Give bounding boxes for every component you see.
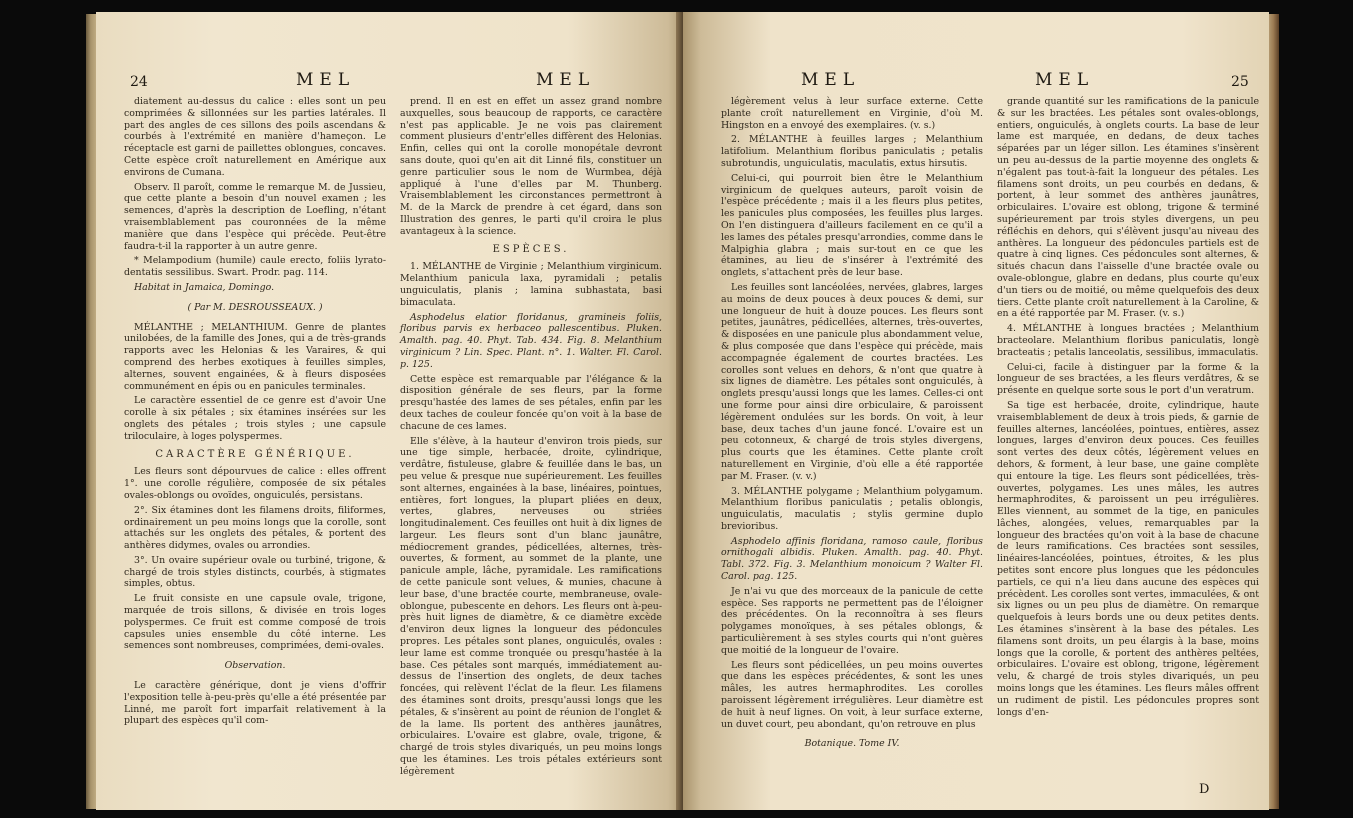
right-column-1 [721, 96, 983, 758]
left-column-1 [124, 96, 386, 730]
left-page [96, 12, 686, 810]
paragraph: Asphodelus elatior floridanus, gramineis foliis, floribus parvis ex herbaceo pallescentibus. Pluken. Amalth. pag. 40. Phyt. Tab. 434. Fig. 8. Melanthium virginicum ? Lin. Spec. Plant. n°. 1. Walter. Fl. Carol. p. 125. [400, 311, 662, 370]
left-column-2 [400, 96, 662, 781]
paragraph: ( Par M. DESROUSSEAUX. ) [187, 301, 323, 313]
paragraph: Je n'ai vu que des morceaux de la panicule de cette espèce. Ses rapports ne permettent pas de l'éloigner des précédentes. On la reconnoîtra à ses fleurs polygames monoïques, à ses pétales oblongs, & particulièrement à ses styles courts qui n'ont guères que moitié de la longueur de l'ovaire. [721, 585, 983, 656]
paragraph: Sa tige est herbacée, droite, cylindrique, haute vraisemblablement de deux à trois pieds, & garnie de feuilles alternes, lancéolées, pointues, entières, assez longues, larges d'environ deux pouces. Ces feuilles sont vertes des deux côtés, légèrement velues en dehors, & forment, à leur base, une gaine complète qui entoure la tige. Les fleurs sont pédicellées, très-ouvertes, polygames. Les unes mâles, les autres hermaphrodites, & paroissent un peu irrégulières. Elles viennent, au sommet de la tige, en panicules lâches, alongées, velues, remarquables par la longueur des bractées qu'on voit à la base de chacune de leurs ramifications. Ces bractées sont sessiles, linéaires-lancéolées, pointues, étroites, & les plus petites sont encore plus longues que les pédoncules partiels, ce qui n'a lieu dans aucune des espèces qui précèdent. Les corolles sont vertes, immaculées, & ont six lignes ou un peu plus de diamètre. On remarque quelquefois à leurs bords une ou deux petites dents. Les étamines s'insèrent à la base des pétales. Les filamens sont droits, un peu élargis à la base, moins longs que la corolle, & portent des anthères peltées, orbiculaires. L'ovaire est oblong, trigone, légèrement velu, & chargé de trois styles divariqués, un peu moins longs que les étamines. Les fleurs mâles offrent un rudiment de pistil. Les pédoncules propres sont longs d'en- [997, 399, 1260, 718]
paragraph: Observation. [224, 660, 286, 672]
paragraph: Habitat in Jamaica, Domingo. [134, 281, 275, 293]
paragraph: Asphodelo affinis floridana, ramoso caule, floribus ornithogali albidis. Pluken. Amalth. pag. 40. Phyt. Tabl. 372. Fig. 3. Melanthium monoicum ? Walter Fl. Carol. pag. 125. [721, 535, 983, 583]
paragraph: Cette espèce est remarquable par l'élégance & la disposition générale de ses fleurs, par la forme presqu'hastée des lames de ses pétales, enfin par les deux taches de couleur foncée qu'on voit à la base de chacune de ces lames. [400, 373, 662, 432]
signature-mark: D [1199, 782, 1210, 797]
paragraph: 3. MÉLANTHE polygame ; Melanthium polygamum. Melanthium floribus paniculatis ; petalis oblongis, unguiculatis, maculatis ; stylis germine duplo brevioribus. [721, 485, 983, 532]
left-running-head: MEL [296, 70, 356, 90]
right-column-2 [997, 96, 1259, 721]
right-folio: 25 [1231, 74, 1249, 90]
paragraph: Observ. Il paroît, comme le remarque M. de Jussieu, que cette plante a besoin d'un nouvel examen ; les semences, d'après la description de Loefling, n'étant vraisemblablement pas couronnées de la même manière que dans l'espèce qui précède. Peut-être faudra-t-il la rapporter à un autre genre. [124, 181, 386, 252]
paragraph: MÉLANTHE ; MELANTHIUM. Genre de plantes unilobées, de la famille des Jones, qui a de très-grands rapports avec les Helonias & les Varaires, & qui comprend des herbes exotiques à feuilles simples, alternes, souvent engainées, & à fleurs disposées communément en épis ou en panicules terminales. [124, 321, 386, 392]
paragraph: Les fleurs sont pédicellées, un peu moins ouvertes que dans les espèces précédentes, & sont les unes mâles, les autres hermaphrodites. Les corolles paroissent légèrement irrégulières. Leur diamètre est de huit à neuf lignes. On voit, à leur surface externe, un duvet court, peu abondant, qu'on retrouve en plus [721, 659, 983, 730]
paragraph: Le fruit consiste en une capsule ovale, trigone, marquée de trois sillons, & divisée en trois loges polyspermes. Ce fruit est comme composé de trois capsules unies ensemble du côté interne. Les semences sont nombreuses, comprimées, demi-ovales. [124, 593, 386, 652]
right-running-head-2: MEL [1035, 70, 1095, 90]
paragraph: Celui-ci, qui pourroit bien être le Melanthium virginicum de quelques auteurs, paroît voisin de l'espèce précédente ; mais il a les fleurs plus petites, les panicules plus composées, les feuilles plus larges. On l'en distinguera d'ailleurs facilement en ce qu'il a les lames des pétales presqu'arrondies, comme dans le Malpighia glabra ; mais sur-tout en ce que les étamines, au lieu de s'insérer à l'extrémité des onglets, s'attachent près de leur base. [721, 172, 983, 279]
paragraph: Elle s'élève, à la hauteur d'environ trois pieds, sur une tige simple, herbacée, droite, cylindrique, verdâtre, fistuleuse, glabre & feuillée dans le bas, un peu velue & presque nue supérieurement. Les feuilles sont alternes, engainées à la base, linéaires, pointues, entières, fort longues, la plupart pliées en deux, vertes, glabres, nerveuses ou striées longitudinalement. Ces feuilles ont huit à dix lignes de largeur. Les fleurs sont d'un blanc jaunâtre, médiocrement grandes, pédicellées, alternes, très-ouvertes, & forment, au sommet de la plante, une panicule ample, lâche, pyramidale. Les ramifications de cette panicule sont velues, & munies, chacune à leur base, d'une bractée courte, membraneuse, ovale-oblongue, pubescente en dehors. Les fleurs ont à-peu-près huit lignes de diamètre, & ce diamètre excède d'environ deux lignes la longueur des pédoncules propres. Les pétales sont planes, onguiculés, ovales : leur lame est comme tronquée ou presqu'hastée à la base. Ces pétales sont marqués, immédiatement au-dessus de l'insertion des onglets, de deux taches foncées, qui relèvent l'éclat de la fleur. Les filamens des étamines sont droits, presqu'aussi longs que les pétales, & s'insèrent au point de réunion de l'onglet & de la lame. Ils portent des anthères jaunâtres, orbiculaires. L'ovaire est glabre, ovale, trigone, & chargé de trois styles divariqués, un peu moins longs que les étamines. Les trois pétales extérieurs sont légèrement [400, 435, 662, 777]
paragraph: Celui-ci, facile à distinguer par la forme & la longueur de ses bractées, a les fleurs verdâtres, & se présente en quelque sorte sous le port d'un veratrum. [997, 361, 1259, 397]
paragraph: Le caractère générique, dont je viens d'offrir l'exposition telle à-peu-près qu'elle a été présentée par Linné, me paroît fort imparfait relativement à la plupart des espèces qu'il com- [124, 680, 386, 727]
right-page [683, 12, 1269, 810]
paragraph: 3°. Un ovaire supérieur ovale ou turbiné, trigone, & chargé de trois styles distincts, courbés, à stigmates simples, obtus. [124, 554, 386, 590]
right-running-head: MEL [801, 70, 861, 90]
paragraph: légèrement velus à leur surface externe. Cette plante croît naturellement en Virginie, d'où M. Hingston en a envoyé des exemplaires. (v. s.) [721, 96, 983, 131]
paragraph: 2°. Six étamines dont les filamens droits, filiformes, ordinairement un peu moins longs que la corolle, sont attachés sur les onglets des pétales, & portent des anthères didymes, ovales ou arrondies. [124, 504, 386, 552]
paragraph: Les feuilles sont lancéolées, nervées, glabres, larges au moins de deux pouces à deux pouces & demi, sur une longueur de huit à douze pouces. Les fleurs sont petites, jaunâtres, pédicellées, alternes, très-ouvertes, & disposées en une panicule plus abondamment velue, & plus composée que dans l'espèce qui précède, mais accompagnée également de courtes bractées. Les corolles sont velues en dehors, & n'ont que quatre à six lignes de diamètre. Les pétales sont onguiculés, à onglets presqu'aussi longs que les lames. Celles-ci ont une forme pour ainsi dire orbiculaire, & paroissent légèrement ondulées sur les bords. On voit, à leur base, deux taches d'un jaune foncé. L'ovaire est un peu cotonneux, & chargé de trois styles divergens, plus courts que les étamines. Cette plante croît naturellement en Virginie, d'où elle a été rapportée par M. Fraser. (v. v.) [721, 281, 983, 482]
paragraph: ESPÈCES. [492, 243, 570, 255]
paragraph: 1. MÉLANTHE de Virginie ; Melanthium virginicum. Melanthium panicula laxa, pyramidali ; petalis unguiculatis, planis ; lamina subhastata, basi bimaculata. [400, 261, 662, 308]
paragraph: grande quantité sur les ramifications de la panicule & sur les bractées. Les pétales sont ovales-oblongs, entiers, onguiculés, à onglets courts. La base de leur lame est marquée, en dedans, de deux taches séparées par un léger sillon. Les étamines s'insèrent un peu au-dessus de la partie moyenne des onglets & n'égalent pas tout-à-fait la longueur des pétales. Les filamens sont droits, un peu courbés en dedans, & portent, à leur sommet des anthères jaunâtres, orbiculaires. L'ovaire est oblong, trigone & terminé supérieurement par trois styles divergens, un peu réfléchis en dehors, qui s'élèvent jusqu'au niveau des anthères. La longueur des pédoncules partiels est de quatre à cinq lignes. Ces pédoncules sont alternes, & situés chacun dans l'aisselle d'une bractée ovale ou ovale-oblongue, glabre en dedans, plus courte qu'eux d'un tiers ou de moitié, ou même quelquefois des deux tiers. Cette plante croît naturellement à la Caroline, & en a été rapportée par M. Fraser. (v. s.) [997, 96, 1259, 320]
paragraph: Les fleurs sont dépourvues de calice : elles offrent 1°. une corolle régulière, composée de six pétales ovales-oblongs ou ovoïdes, onguiculés, persistans. [124, 466, 386, 501]
paragraph: 4. MÉLANTHE à longues bractées ; Melanthium bracteolare. Melanthium floribus paniculatis, longè bracteatis ; petalis lanceolatis, sessilibus, immaculatis. [997, 323, 1259, 358]
paragraph: prend. Il en est en effet un assez grand nombre auxquelles, sous beaucoup de rapports, ce caractère n'est pas applicable. Je ne vois pas clairement comment plusieurs d'entr'elles diffèrent des Helonias. Enfin, celles qui ont la corolle monopétale devront sans doute, quoi qu'en ait dit Linné fils, constituer un genre particulier sous le nom de Wurmbea, déjà appliqué à l'une d'elles par M. Thunberg. Vraisemblablement les circonstances permettront à M. de la Marck de prendre à cet égard, dans son Illustration des genres, le parti qu'il croira le plus avantageux à la science. [400, 96, 662, 237]
paragraph: Le caractère essentiel de ce genre est d'avoir Une corolle à six pétales ; six étamines insérées sur les onglets des pétales ; trois styles ; une capsule triloculaire, à loges polyspermes. [124, 395, 386, 442]
paragraph: diatement au-dessus du calice : elles sont un peu comprimées & sillonnées sur les parties latérales. Il part des angles de ces sillons des poils ascendans & courbés à l'extrémité en manière d'hameçon. Le réceptacle est garni de paillettes oblongues, concaves. Cette espèce croît naturellement en Amérique aux environs de Cumana. [124, 96, 386, 178]
paragraph: CARACTÈRE GÉNÉRIQUE. [155, 448, 355, 460]
left-running-head-2: MEL [536, 70, 596, 90]
paragraph: Botanique. Tome IV. [804, 738, 900, 750]
left-folio: 24 [130, 74, 148, 90]
paragraph: * Melampodium (humile) caule erecto, foliis lyrato-dentatis sessilibus. Swart. Prodr. pag. 114. [124, 255, 386, 279]
paragraph: 2. MÉLANTHE à feuilles larges ; Melanthium latifolium. Melanthium floribus paniculatis ; petalis subrotundis, unguiculatis, maculatis, extus hirsutis. [721, 134, 983, 169]
